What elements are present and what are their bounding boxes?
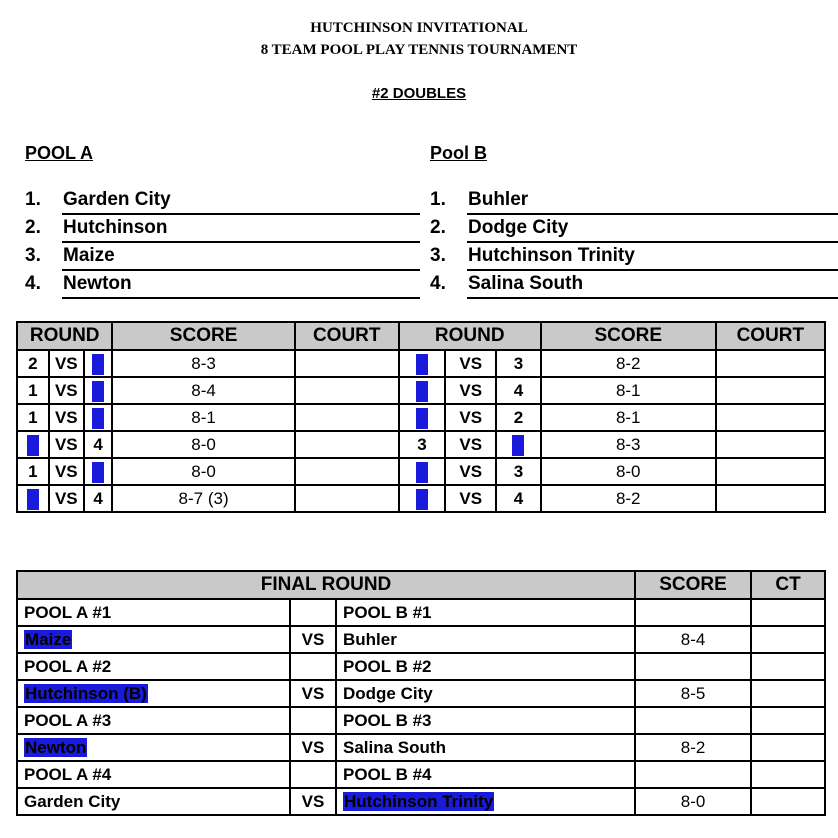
final-court [751,626,825,653]
round-row [17,485,825,512]
pool-b-court [716,431,825,458]
pool-a-seed-right: 4 [84,377,113,404]
pool-a-seed-left: 1 [17,458,49,485]
pool-a-court [295,404,399,431]
pool-a-score: 8-7 (3) [112,485,294,512]
pool-b-score: 8-2 [541,485,716,512]
empty-cell [751,761,825,788]
pool-a-round-header: ROUND [17,322,112,350]
vs-label: VS [49,350,84,377]
team-name: Garden City [62,189,420,215]
vs-label: VS [290,626,336,653]
team-entry [25,216,420,242]
pool-a-score: 8-0 [112,431,294,458]
pool-a-seed-right: 2 [84,404,113,431]
final-score: 8-2 [635,734,751,761]
team-seed: 2. [430,217,446,238]
team-seed: 1. [25,189,41,210]
pool-b-score: 8-1 [541,377,716,404]
team-seed: 3. [25,245,41,266]
team-entry [430,272,838,298]
final-label-row [17,707,825,734]
pool-a-seed-left: 2 [17,350,49,377]
pool-a-slot-label: POOL A #2 [17,653,290,680]
pool-a-seed-left: 2 [17,485,49,512]
vs-label: VS [290,680,336,707]
team-name: Hutchinson Trinity [467,245,838,271]
final-round-header: FINAL ROUND [17,571,635,599]
pool-a-court [295,458,399,485]
empty-cell [751,653,825,680]
pool-b-round-header: ROUND [399,322,541,350]
pool-b-score: 8-1 [541,404,716,431]
team-name: Dodge City [467,217,838,243]
pool-a-seed-right: 4 [84,485,113,512]
empty-cell [635,761,751,788]
pool-a-court-header: COURT [295,322,399,350]
final-score-header: SCORE [635,571,751,599]
pool-b-court-header: COURT [716,322,825,350]
final-team-a: Hutchinson (B) [17,680,290,707]
pool-a-slot-label: POOL A #1 [17,599,290,626]
pool-a-seed-right: 3 [84,458,113,485]
empty-cell [290,653,336,680]
final-score: 8-5 [635,680,751,707]
round-row [17,458,825,485]
team-seed: 4. [430,273,446,294]
team-seed: 3. [430,245,446,266]
team-entry [430,244,838,270]
final-team-b: Buhler [336,626,635,653]
pool-a-score-header: SCORE [112,322,294,350]
final-score: 8-4 [635,626,751,653]
final-court [751,734,825,761]
team-entry [430,216,838,242]
final-match-row [17,734,825,761]
final-match-row [17,626,825,653]
vs-label: VS [445,458,496,485]
pool-b-slot-label: POOL B #1 [336,599,635,626]
vs-label: VS [445,350,496,377]
final-team-b: Hutchinson Trinity [336,788,635,815]
team-seed: 2. [25,217,41,238]
pool-b-seed-right: 4 [496,485,541,512]
pool-b-score: 8-0 [541,458,716,485]
pool-a-seed-right: 3 [84,350,113,377]
empty-cell [751,599,825,626]
final-team-a: Newton [17,734,290,761]
final-ct-header: CT [751,571,825,599]
final-label-row [17,599,825,626]
pool-b-seed-right: 2 [496,404,541,431]
team-entry [25,244,420,270]
pool-a-seed-left: 1 [17,404,49,431]
pool-a-heading: POOL A [25,143,94,163]
final-score: 8-0 [635,788,751,815]
pool-a-score: 8-3 [112,350,294,377]
pool-b-score: 8-3 [541,431,716,458]
team-entry [25,188,420,214]
pool-a-slot-label: POOL A #4 [17,761,290,788]
pool-b-seed-left: 1 [399,377,446,404]
team-seed: 4. [25,273,41,294]
final-team-b: Dodge City [336,680,635,707]
pool-b-court [716,377,825,404]
pool-a-court [295,485,399,512]
pool-a-court [295,377,399,404]
final-label-row [17,653,825,680]
pool-b-seed-right: 4 [496,431,541,458]
team-name: Salina South [467,273,838,299]
empty-cell [635,599,751,626]
vs-label: VS [445,431,496,458]
round-row [17,350,825,377]
round-row [17,377,825,404]
pool-b-score-header: SCORE [541,322,716,350]
pool-b-court [716,458,825,485]
vs-label: VS [49,404,84,431]
team-name: Newton [62,273,420,299]
pool-b-seed-left: 2 [399,485,446,512]
pool-b-slot-label: POOL B #4 [336,761,635,788]
team-name: Hutchinson [62,217,420,243]
pool-a-score: 8-4 [112,377,294,404]
pool-b-court [716,404,825,431]
vs-label: VS [445,377,496,404]
team-entry [25,272,420,298]
team-name: Maize [62,245,420,271]
pool-a-seed-right: 4 [84,431,113,458]
final-court [751,788,825,815]
event-title: #2 DOUBLES [371,85,467,102]
pool-b-court [716,350,825,377]
empty-cell [751,707,825,734]
empty-cell [290,599,336,626]
pool-a-court [295,350,399,377]
pool-b-seed-left: 2 [399,350,446,377]
vs-label: VS [445,404,496,431]
vs-label: VS [49,431,84,458]
round-row [17,431,825,458]
round-robin-table [16,321,826,513]
final-match-row [17,788,825,815]
pool-b-seed-left: 3 [399,431,446,458]
vs-label: VS [290,788,336,815]
pool-a-slot-label: POOL A #3 [17,707,290,734]
pool-b-slot-label: POOL B #2 [336,653,635,680]
round-row [17,404,825,431]
vs-label: VS [290,734,336,761]
pool-b-seed-right: 3 [496,350,541,377]
pool-b-seed-left: 1 [399,404,446,431]
final-court [751,680,825,707]
pool-a-seed-left: 1 [17,377,49,404]
final-team-a: Garden City [17,788,290,815]
vs-label: VS [445,485,496,512]
pool-a-court [295,431,399,458]
final-team-a: Maize [17,626,290,653]
pool-a-seed-left: 3 [17,431,49,458]
pool-b-score: 8-2 [541,350,716,377]
vs-label: VS [49,377,84,404]
vs-label: VS [49,458,84,485]
team-seed: 1. [430,189,446,210]
pool-b-court [716,485,825,512]
pool-b-seed-left: 1 [399,458,446,485]
team-entry [430,188,838,214]
pool-b-seed-right: 4 [496,377,541,404]
final-team-b: Salina South [336,734,635,761]
tournament-subtitle: 8 TEAM POOL PLAY TENNIS TOURNAMENT [260,42,578,58]
tournament-title: HUTCHINSON INVITATIONAL [310,20,528,36]
pool-b-slot-label: POOL B #3 [336,707,635,734]
pool-b-heading: Pool B [430,143,487,163]
pool-a-score: 8-0 [112,458,294,485]
team-name: Buhler [467,189,838,215]
empty-cell [635,707,751,734]
vs-label: VS [49,485,84,512]
final-match-row [17,680,825,707]
empty-cell [635,653,751,680]
pool-b-seed-right: 3 [496,458,541,485]
empty-cell [290,761,336,788]
final-label-row [17,761,825,788]
final-round-table [16,570,826,816]
pool-a-score: 8-1 [112,404,294,431]
empty-cell [290,707,336,734]
